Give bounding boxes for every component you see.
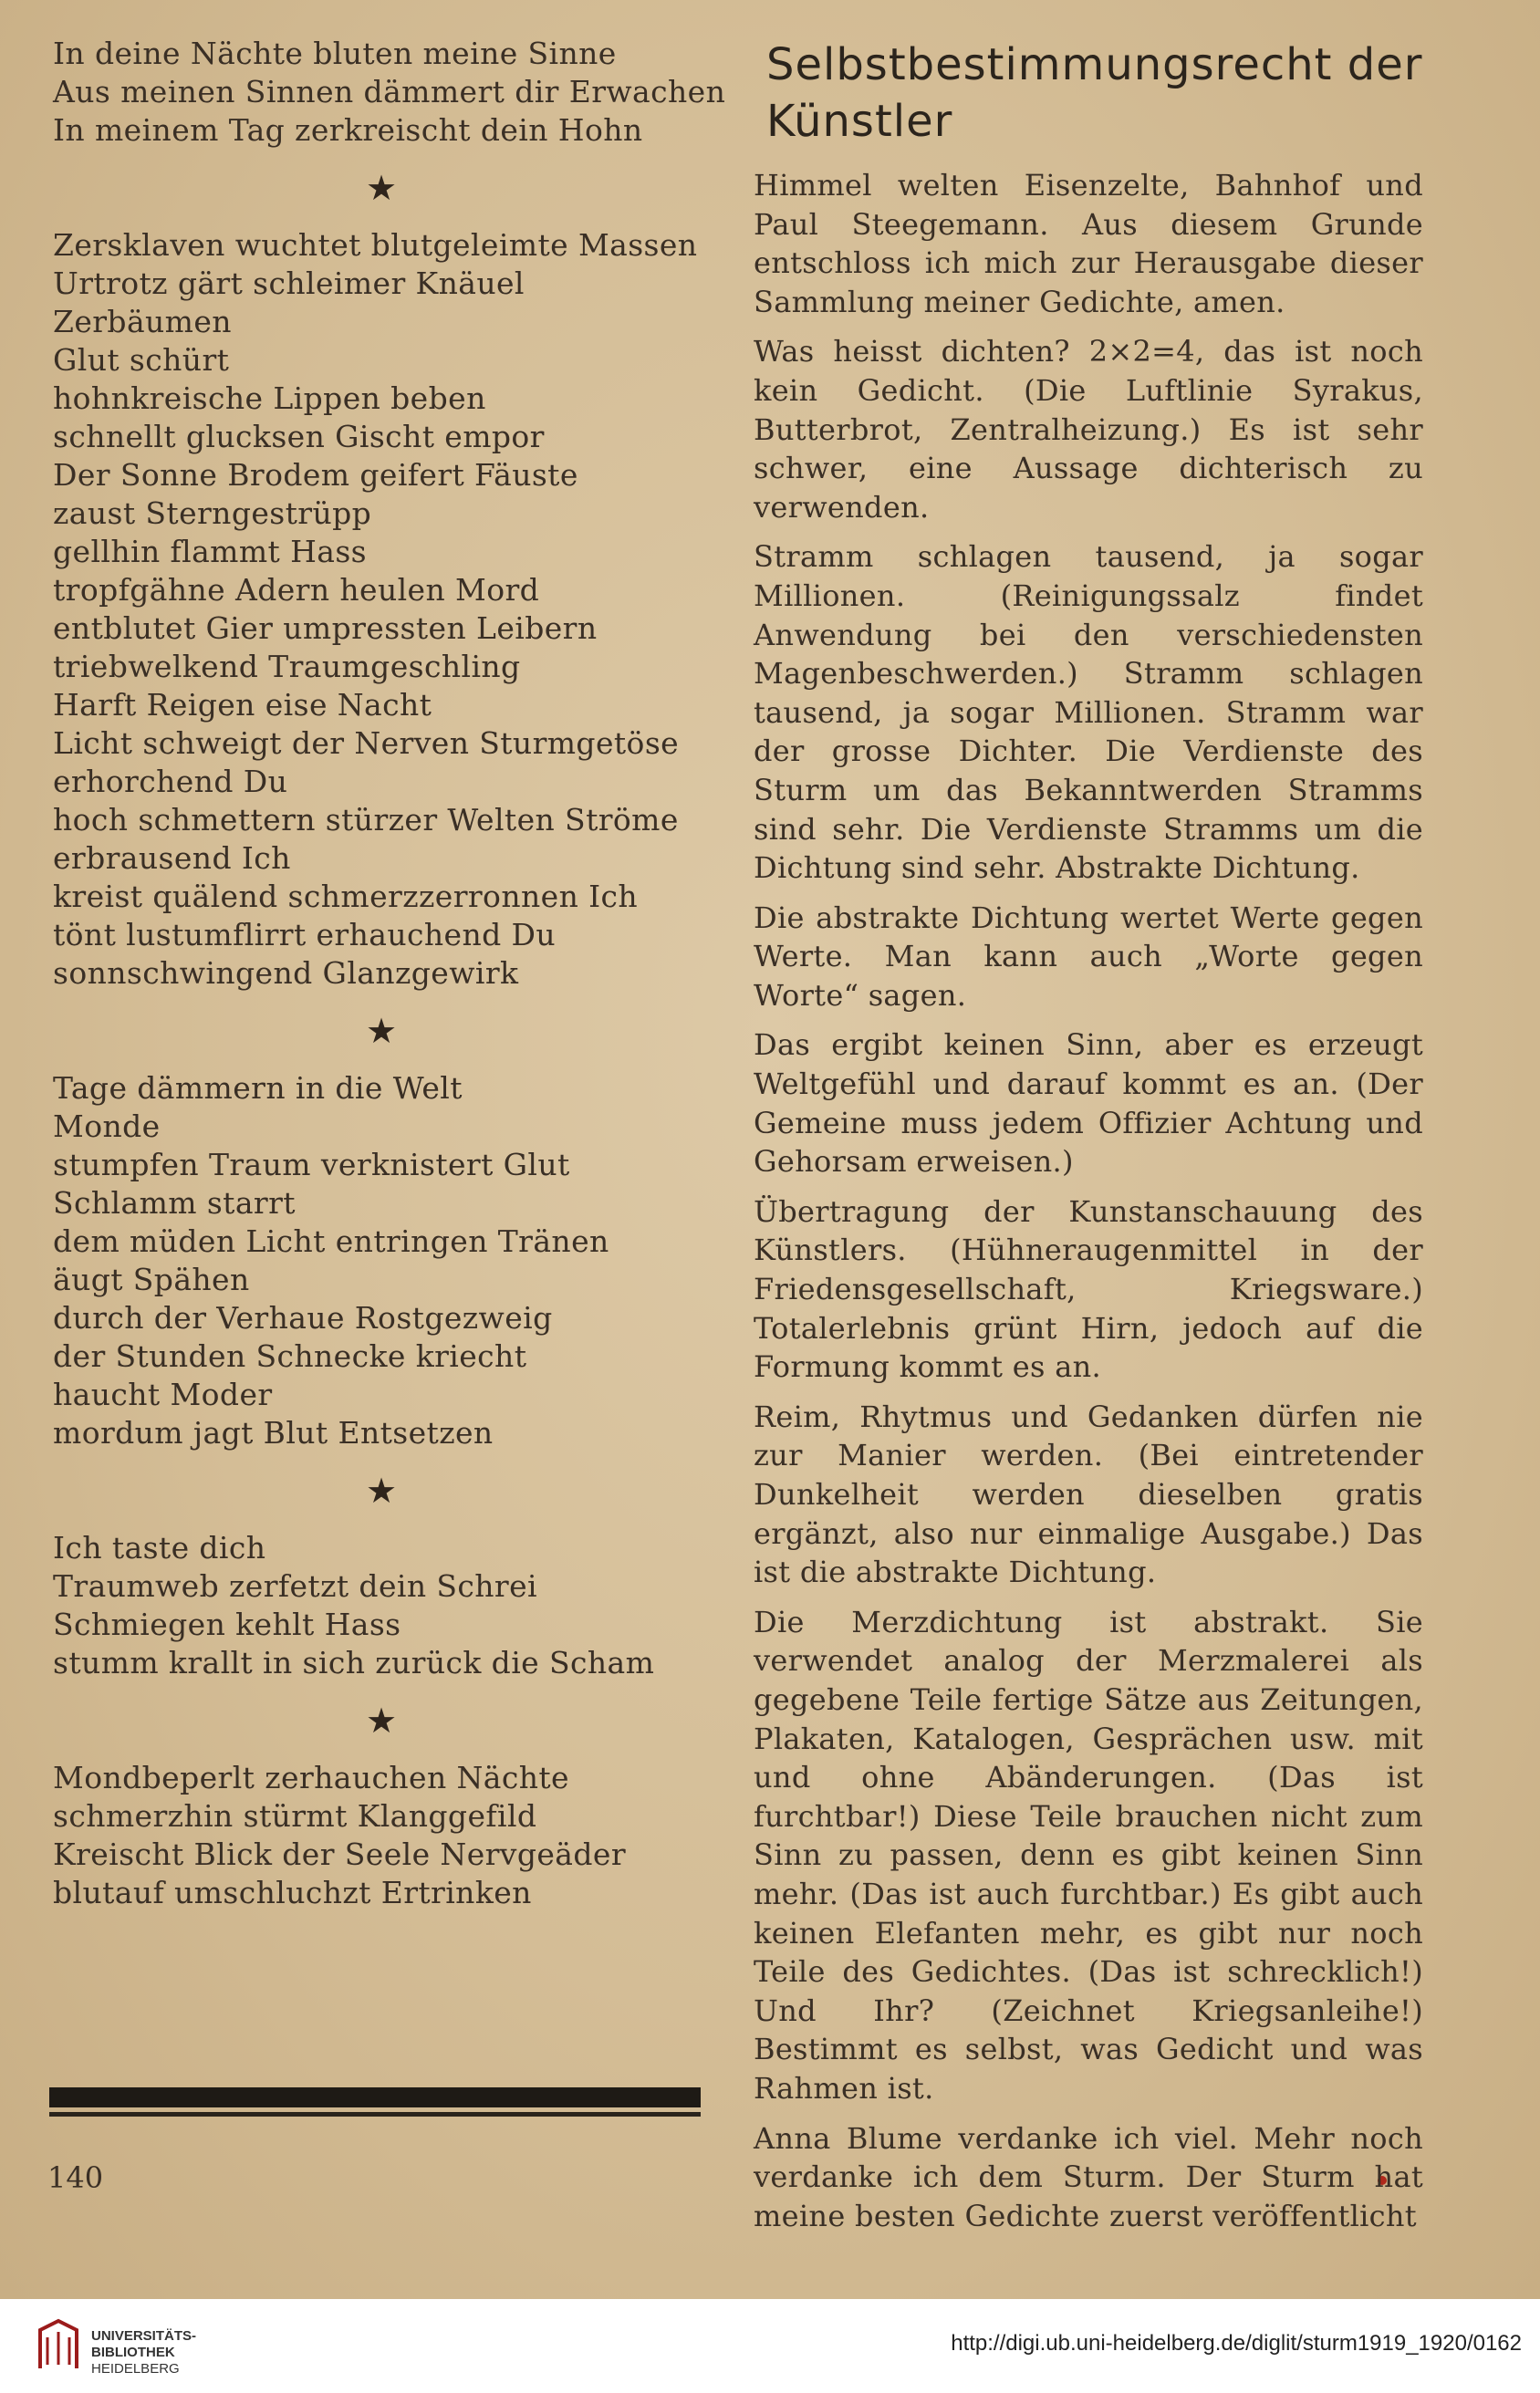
article-paragraph: Anna Blume verdanke ich viel. Mehr noch verdanke ich dem Sturm. Der Sturm hat meine besten Gedichte zuerst veröffentlicht	[754, 2120, 1423, 2233]
article-paragraph: Himmel welten Eisenzelte, Bahnhof und Paul Steegemann. Aus diesem Grunde entschloss ich mich zur Herausgabe dieser Sammlung meiner Gedichte, amen.	[754, 168, 1423, 319]
poem-line: Mondbeperlt zerhauchen Nächte	[53, 1760, 569, 1795]
poem-line: tropfgähne Adern heulen Mord	[53, 572, 540, 608]
poem-line: entblutet Gier umpressten Leibern	[53, 610, 598, 646]
poem-stanza-1	[53, 35, 726, 150]
article-paragraph: Das ergibt keinen Sinn, aber es erzeugt Weltgefühl und darauf kommt es an. (Der Gemeine muss jedem Offizier Achtung und Gehorsam erweisen.)	[754, 1027, 1423, 1180]
poem-stanza-2	[53, 226, 710, 993]
poem-line: Traumweb zerfetzt dein Schrei	[53, 1568, 537, 1604]
poem-line: stumm krallt in sich zurück die Scham	[53, 1645, 655, 1680]
poem-line: erhorchend Du	[53, 764, 288, 799]
footer-bar	[0, 2299, 1540, 2393]
poem-line: triebwelkend Traumgeschling	[53, 649, 521, 684]
poem-line: Glut schürt	[53, 342, 230, 378]
divider-bar	[49, 2087, 701, 2107]
star-divider: ★	[365, 1471, 398, 1511]
poem-line: Aus meinen Sinnen dämmert dir Erwachen	[53, 74, 726, 109]
poem-line: schmerzhin stürmt Klanggefild	[53, 1798, 537, 1834]
star-divider: ★	[365, 168, 398, 208]
poem-line: kreist quälend schmerzzerronnen Ich	[53, 879, 639, 914]
poem-line: hoch schmettern stürzer Welten Ströme	[53, 802, 679, 838]
poem-line: Zersklaven wuchtet blutgeleimte Massen	[53, 227, 698, 263]
poem-line: stumpfen Traum verknistert Glut	[53, 1147, 570, 1182]
article-paragraph: Reim, Rhytmus und Gedanken dürfen nie zur Manier werden. (Bei eintretender Dunkelheit werden dieselben gratis ergänzt, also nur einmalige Ausgabe.) Das ist die abstrakte Dichtung.	[754, 1399, 1423, 1590]
divider-line	[49, 2112, 701, 2117]
poem-line: hohnkreische Lippen beben	[53, 380, 486, 416]
poem-stanza-3	[53, 1069, 710, 1452]
star-divider: ★	[365, 1701, 398, 1741]
library-logo-icon	[36, 2317, 80, 2372]
poem-line: dem müden Licht entringen Tränen	[53, 1223, 609, 1259]
poem-stanza-4	[53, 1529, 710, 1682]
poem-line: äugt Spähen	[53, 1262, 250, 1297]
poem-line: Schmiegen kehlt Hass	[53, 1607, 401, 1642]
poem-line: zaust Sterngestrüpp	[53, 495, 372, 531]
poem-column	[53, 35, 726, 1912]
institution-name: UNIVERSITÄTS- BIBLIOTHEK HEIDELBERG	[91, 2328, 197, 2377]
page-number: 140	[47, 2160, 104, 2195]
poem-line: In meinem Tag zerkreischt dein Hohn	[53, 112, 643, 148]
poem-line: Zerbäumen	[53, 304, 232, 339]
poem-line: Der Sonne Brodem geifert Fäuste	[53, 457, 578, 493]
poem-line: der Stunden Schnecke kriecht	[53, 1338, 527, 1374]
article-paragraph: Stramm schlagen tausend, ja sogar Millionen. (Reinigungssalz findet Anwendung bei den verschiedensten Magenbeschwerden.) Stramm schlagen tausend, ja sogar Millionen. Stramm war der grosse Dichter. Die Verdienste des Sturm um das Bekanntwerden Stramms sind sehr. Die Verdienste Stramms um die Dichtung sind sehr. Abstrakte Dichtung.	[754, 539, 1423, 886]
poem-line: mordum jagt Blut Entsetzen	[53, 1415, 494, 1451]
poem-line: In deine Nächte bluten meine Sinne	[53, 36, 617, 71]
poem-line: Licht schweigt der Nerven Sturmgetöse	[53, 725, 680, 761]
article-paragraph: Die abstrakte Dichtung wertet Werte gegen Werte. Man kann auch „Worte gegen Worte“ sagen.	[754, 900, 1423, 1013]
poem-line: schnellt glucksen Gischt empor	[53, 419, 545, 454]
poem-line: Schlamm starrt	[53, 1185, 296, 1221]
poem-line: Urtrotz gärt schleimer Knäuel	[53, 265, 525, 301]
article-paragraph: Was heisst dichten? 2×2=4, das ist noch kein Gedicht. (Die Luftlinie Syrakus, Butterbrot, Zentralheizung.) Es ist sehr schwer, eine Aussage dichterisch zu verwenden.	[754, 334, 1423, 525]
source-url-link[interactable]: http://digi.ub.uni-heidelberg.de/diglit/sturm1919_1920/0162	[951, 2331, 1522, 2356]
poem-line: Harft Reigen eise Nacht	[53, 687, 432, 723]
poem-line: erbrausend Ich	[53, 840, 291, 876]
poem-line: sonnschwingend Glanzgewirk	[53, 955, 519, 991]
star-divider: ★	[365, 1011, 398, 1051]
article-column	[741, 36, 1423, 2246]
poem-stanza-5	[53, 1759, 710, 1912]
poem-line: gellhin flammt Hass	[53, 534, 368, 569]
poem-line: Monde	[53, 1108, 161, 1144]
article-paragraph: Die Merzdichtung ist abstrakt. Sie verwendet analog der Merzmalerei als gegebene Teile fertige Sätze aus Zeitungen, Plakaten, Katalogen, Gesprächen usw. mit und ohne Abänderungen. (Das ist furchtbar!) Diese Teile brauchen nicht zum Sinn zu passen, denn es gibt keinen Sinn mehr. (Das ist auch furchtbar.) Es gibt auch keinen Elefanten mehr, es gibt nur noch Teile des Gedichtes. (Das ist schrecklich!) Und Ihr? (Zeichnet Kriegsanleihe!) Bestimmt es selbst, was Gedicht und was Rahmen ist.	[754, 1604, 1423, 2106]
poem-line: Tage dämmern in die Welt	[53, 1070, 463, 1106]
poem-line: tönt lustumflirrt erhauchend Du	[53, 917, 557, 952]
article-paragraph: Übertragung der Kunstanschauung des Künstlers. (Hühneraugenmittel in der Friedensgesellschaft, Kriegsware.) Totalerlebnis grünt Hirn, jedoch auf die Formung kommt es an.	[754, 1193, 1423, 1385]
poem-line: Kreischt Blick der Seele Nervgeäder	[53, 1836, 626, 1872]
poem-line: Ich taste dich	[53, 1530, 266, 1566]
poem-line: durch der Verhaue Rostgezweig	[53, 1300, 553, 1336]
poem-line: blutauf umschluchzt Ertrinken	[53, 1875, 532, 1910]
poem-line: haucht Moder	[53, 1377, 273, 1412]
article-title: Selbstbestimmungsrecht der Künstler	[766, 39, 1423, 147]
